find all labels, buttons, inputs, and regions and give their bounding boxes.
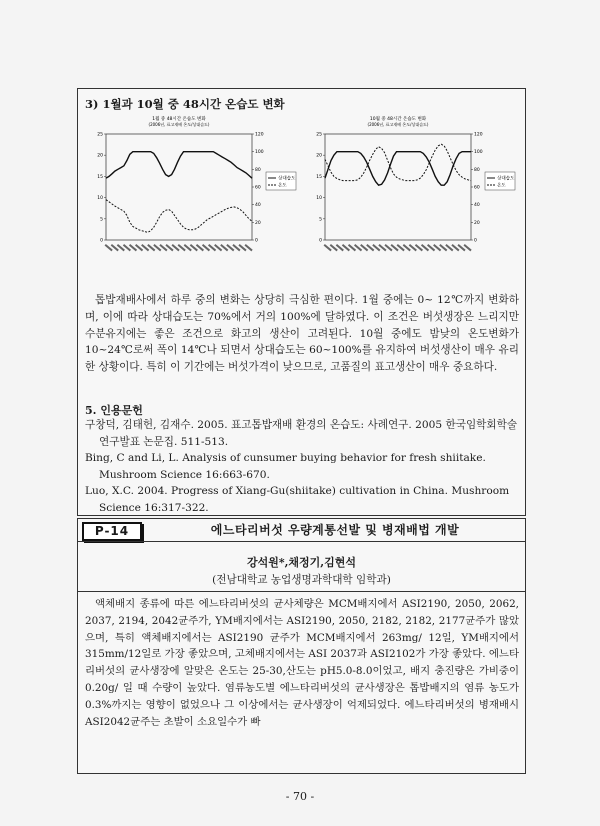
series-line-temperature: [106, 200, 252, 233]
left-tick-label: 25: [316, 132, 322, 138]
left-tick-label: 5: [319, 217, 322, 223]
chart-january: [84, 112, 299, 277]
chart-january-svg: [84, 112, 299, 277]
right-tick-label: 60: [474, 185, 480, 191]
reference-item: 구창덕, 김태헌, 김재수. 2005. 표고톱밥재배 환경의 온습도: 사례연구. 2005 한국임학회학술연구발표 논문집. 511-513.: [85, 419, 518, 448]
legend-label: 온도: [278, 183, 287, 189]
plot-frame: [325, 134, 471, 240]
references-heading: 5. 인용문헌: [85, 404, 143, 417]
left-tick-label: 15: [97, 174, 103, 180]
left-tick-label: 15: [316, 174, 322, 180]
chart-title: 10월 중 48시간 온습도 변화: [369, 117, 427, 122]
discussion-paragraph: [85, 292, 519, 376]
left-tick-label: 0: [319, 238, 322, 244]
chart-legend: [266, 172, 296, 190]
left-tick-label: 20: [316, 153, 322, 159]
legend-label: 온도: [497, 183, 506, 189]
plot-frame: [106, 134, 252, 240]
left-tick-label: 10: [316, 196, 322, 202]
affiliation-divider: [77, 591, 526, 592]
paragraph-text: 톱밥재배사에서 하루 중의 변화는 상당히 극심한 편이다. 1월 중에는 0~ 12℃까지 변화하며, 이에 따라 상대습도는 70%에서 거의 100%에 달하였다. 이 조건은 버섯생장은 느리지만 수분유지에는 좋은 조건으로 화고의 생산이 고려된다. 10월 중에도 밤낮의 온도변화가 10~24℃로써 폭이 14℃나 되면서 상대습도는 60~100%를 유지하여 버섯생산이 매우 유리한 상황이다. 특히 이 기간에는 버섯가격이 낮으므로, 고품질의 표고생산이 매우 중요하다.: [85, 294, 519, 374]
page-number: - 70 -: [285, 790, 315, 803]
left-tick-label: 0: [100, 238, 103, 244]
left-tick-label: 10: [97, 196, 103, 202]
abstract-authors: 강석원*,채정기,김현석: [246, 556, 357, 569]
right-tick-label: 100: [474, 150, 483, 156]
right-tick-label: 0: [474, 238, 477, 244]
chart-legend: [485, 172, 515, 190]
right-tick-label: 20: [255, 220, 261, 226]
chart-subtitle: (2006년, 표고재배 온도/상대습도): [367, 122, 429, 127]
left-tick-label: 20: [97, 153, 103, 159]
right-tick-label: 40: [255, 203, 261, 209]
right-tick-label: 60: [255, 185, 261, 191]
right-tick-label: 80: [255, 167, 261, 173]
references-list: [85, 417, 519, 517]
right-tick-label: 120: [474, 132, 483, 138]
left-tick-label: 5: [100, 217, 103, 223]
title-divider: [77, 541, 526, 542]
chart-october: [303, 112, 518, 277]
right-tick-label: 20: [474, 220, 480, 226]
right-tick-label: 80: [474, 167, 480, 173]
series-line-humidity: [106, 152, 252, 179]
chart-subtitle: (2006년, 표고재배 온도/상대습도): [148, 122, 210, 127]
section-heading: 3) 1월과 10월 중 48시간 온습도 변화: [85, 97, 285, 111]
legend-label: 상대습도: [497, 176, 515, 182]
right-tick-label: 40: [474, 203, 480, 209]
chart-october-svg: [303, 112, 518, 277]
right-tick-label: 100: [255, 150, 264, 156]
poster-number-badge: P-14: [82, 522, 142, 541]
abstract-text: 액체배지 종류에 따른 에느타리버섯의 균사체량은 MCM배지에서 ASI2190, 2050, 2062, 2037, 2194, 2042균주가, YM배지에서는 ASI2190, 2050, 2182, 2182, 2177균주가 많았으며, 특히 액체배지에서는 ASI2190 균주가 MCM배지에서 263mg/ 12일, YM배지에서 315mm/12일로 가장 좋았으며, 고체배지에서는 ASI 2037과 ASI2102가 가장 좋았다. 에느타리버섯의 균사생장에 알맞은 온도는 25-30,산도는 pH5.0-8.0이었고, 배지 충진량은 가비중이 0.20g/ 일 때 수량이 높았다. 염류농도별 에느타리버섯의 균사생장은 톱밥배지의 염류 농도가 0.3%까지는 영향이 없었으나 그 이상에서는 균사생장이 억제되었다. 에느타리버섯의 병재배시 ASI2042균주는 초발이 소요일수가 빠: [85, 598, 519, 728]
right-tick-label: 0: [255, 238, 258, 244]
abstract-affiliation: (전남대학교 농업생명과학대학 임학과): [212, 574, 391, 586]
reference-item: Luo, X.C. 2004. Progress of Xiang-Gu(shiitake) cultivation in China. Mushroom Science 16:317-322.: [85, 485, 510, 514]
series-line-temperature: [325, 144, 471, 180]
left-tick-label: 25: [97, 132, 103, 138]
abstract-body: [85, 596, 519, 730]
legend-label: 상대습도: [278, 176, 296, 182]
reference-item: Bing, C and Li, L. Analysis of cunsumer buying behavior for fresh shiitake. Mushroom Science 16:663-670.: [85, 452, 486, 481]
abstract-title: 에느타리버섯 우량계통선발 및 병재배법 개발: [210, 523, 460, 537]
right-tick-label: 120: [255, 132, 264, 138]
chart-title: 1월 중 48시간 온습도 변화: [152, 117, 206, 122]
